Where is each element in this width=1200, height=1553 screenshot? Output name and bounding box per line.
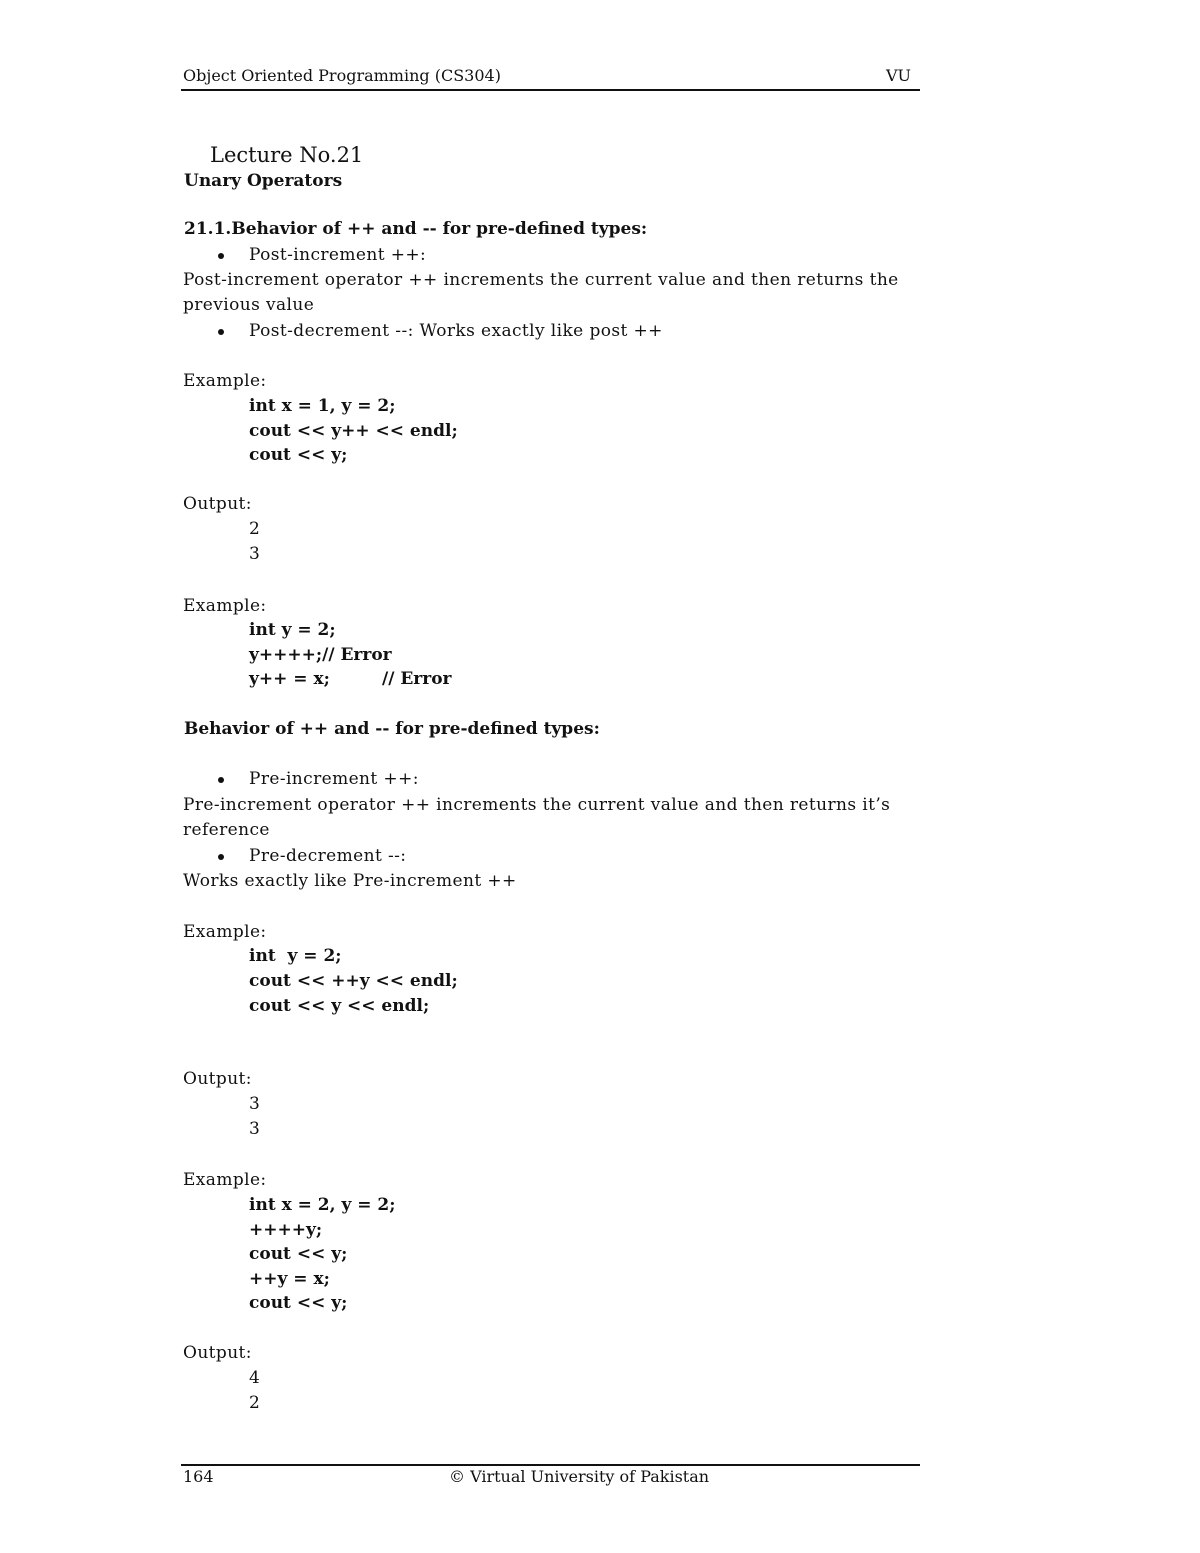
section1-paragraph-line2: previous value bbox=[183, 295, 315, 315]
bullet-icon bbox=[218, 329, 224, 335]
section2-bullet-pre-increment: Pre-increment ++: bbox=[249, 769, 419, 789]
section2-example2-label: Example: bbox=[183, 1170, 267, 1190]
output-line: 3 bbox=[249, 1119, 261, 1139]
section1-bullet-post-decrement: Post-decrement --: Works exactly like post ++ bbox=[249, 321, 663, 341]
code-line: int x = 1, y = 2; bbox=[249, 396, 396, 416]
footer-page-number: 164 bbox=[183, 1467, 214, 1486]
output-line: 3 bbox=[249, 544, 261, 564]
output-line: 4 bbox=[249, 1368, 261, 1388]
section2-paragraph-line1: Pre-increment operator ++ increments the current value and then returns it’s bbox=[183, 795, 891, 815]
section2-output2-label: Output: bbox=[183, 1343, 252, 1363]
header-institution-code: VU bbox=[886, 66, 912, 85]
code-line: cout << y; bbox=[249, 445, 348, 465]
output-line: 3 bbox=[249, 1094, 261, 1114]
section1-example1-label: Example: bbox=[183, 371, 267, 391]
code-line: ++y = x; bbox=[249, 1269, 330, 1289]
footer-copyright: © Virtual University of Pakistan bbox=[449, 1467, 710, 1486]
code-line: cout << y++ << endl; bbox=[249, 421, 458, 441]
lecture-title: Lecture No.21 bbox=[210, 143, 364, 167]
bullet-icon bbox=[218, 253, 224, 259]
output-line: 2 bbox=[249, 519, 261, 539]
section1-example2-label: Example: bbox=[183, 596, 267, 616]
code-line: int y = 2; bbox=[249, 946, 342, 966]
section1-heading: 21.1.Behavior of ++ and -- for pre-defined types: bbox=[184, 219, 648, 239]
header-divider bbox=[181, 89, 920, 91]
code-line: ++++y; bbox=[249, 1220, 323, 1240]
header-course-title: Object Oriented Programming (CS304) bbox=[183, 66, 501, 85]
footer-divider bbox=[181, 1464, 920, 1466]
output-line: 2 bbox=[249, 1393, 261, 1413]
code-line: cout << y << endl; bbox=[249, 996, 430, 1016]
section2-paragraph-line2: reference bbox=[183, 820, 270, 840]
section2-bullet-pre-decrement: Pre-decrement --: bbox=[249, 846, 407, 866]
bullet-icon bbox=[218, 854, 224, 860]
section1-bullet-post-increment: Post-increment ++: bbox=[249, 245, 427, 265]
section1-output1-label: Output: bbox=[183, 494, 252, 514]
bullet-icon bbox=[218, 777, 224, 783]
code-line: cout << y; bbox=[249, 1244, 348, 1264]
lecture-topic: Unary Operators bbox=[184, 171, 343, 191]
section1-paragraph-line1: Post-increment operator ++ increments the current value and then returns the bbox=[183, 270, 899, 290]
code-line: y++++;// Error bbox=[249, 645, 392, 665]
section2-output1-label: Output: bbox=[183, 1069, 252, 1089]
code-line: int y = 2; bbox=[249, 620, 336, 640]
section2-heading: Behavior of ++ and -- for pre-defined types: bbox=[184, 719, 600, 739]
section2-example1-label: Example: bbox=[183, 922, 267, 942]
code-line: int x = 2, y = 2; bbox=[249, 1195, 396, 1215]
code-line: cout << y; bbox=[249, 1293, 348, 1313]
code-comment: // Error bbox=[382, 669, 452, 689]
section2-paragraph2: Works exactly like Pre-increment ++ bbox=[183, 871, 517, 891]
code-line: y++ = x; bbox=[249, 669, 330, 689]
code-line: cout << ++y << endl; bbox=[249, 971, 458, 991]
